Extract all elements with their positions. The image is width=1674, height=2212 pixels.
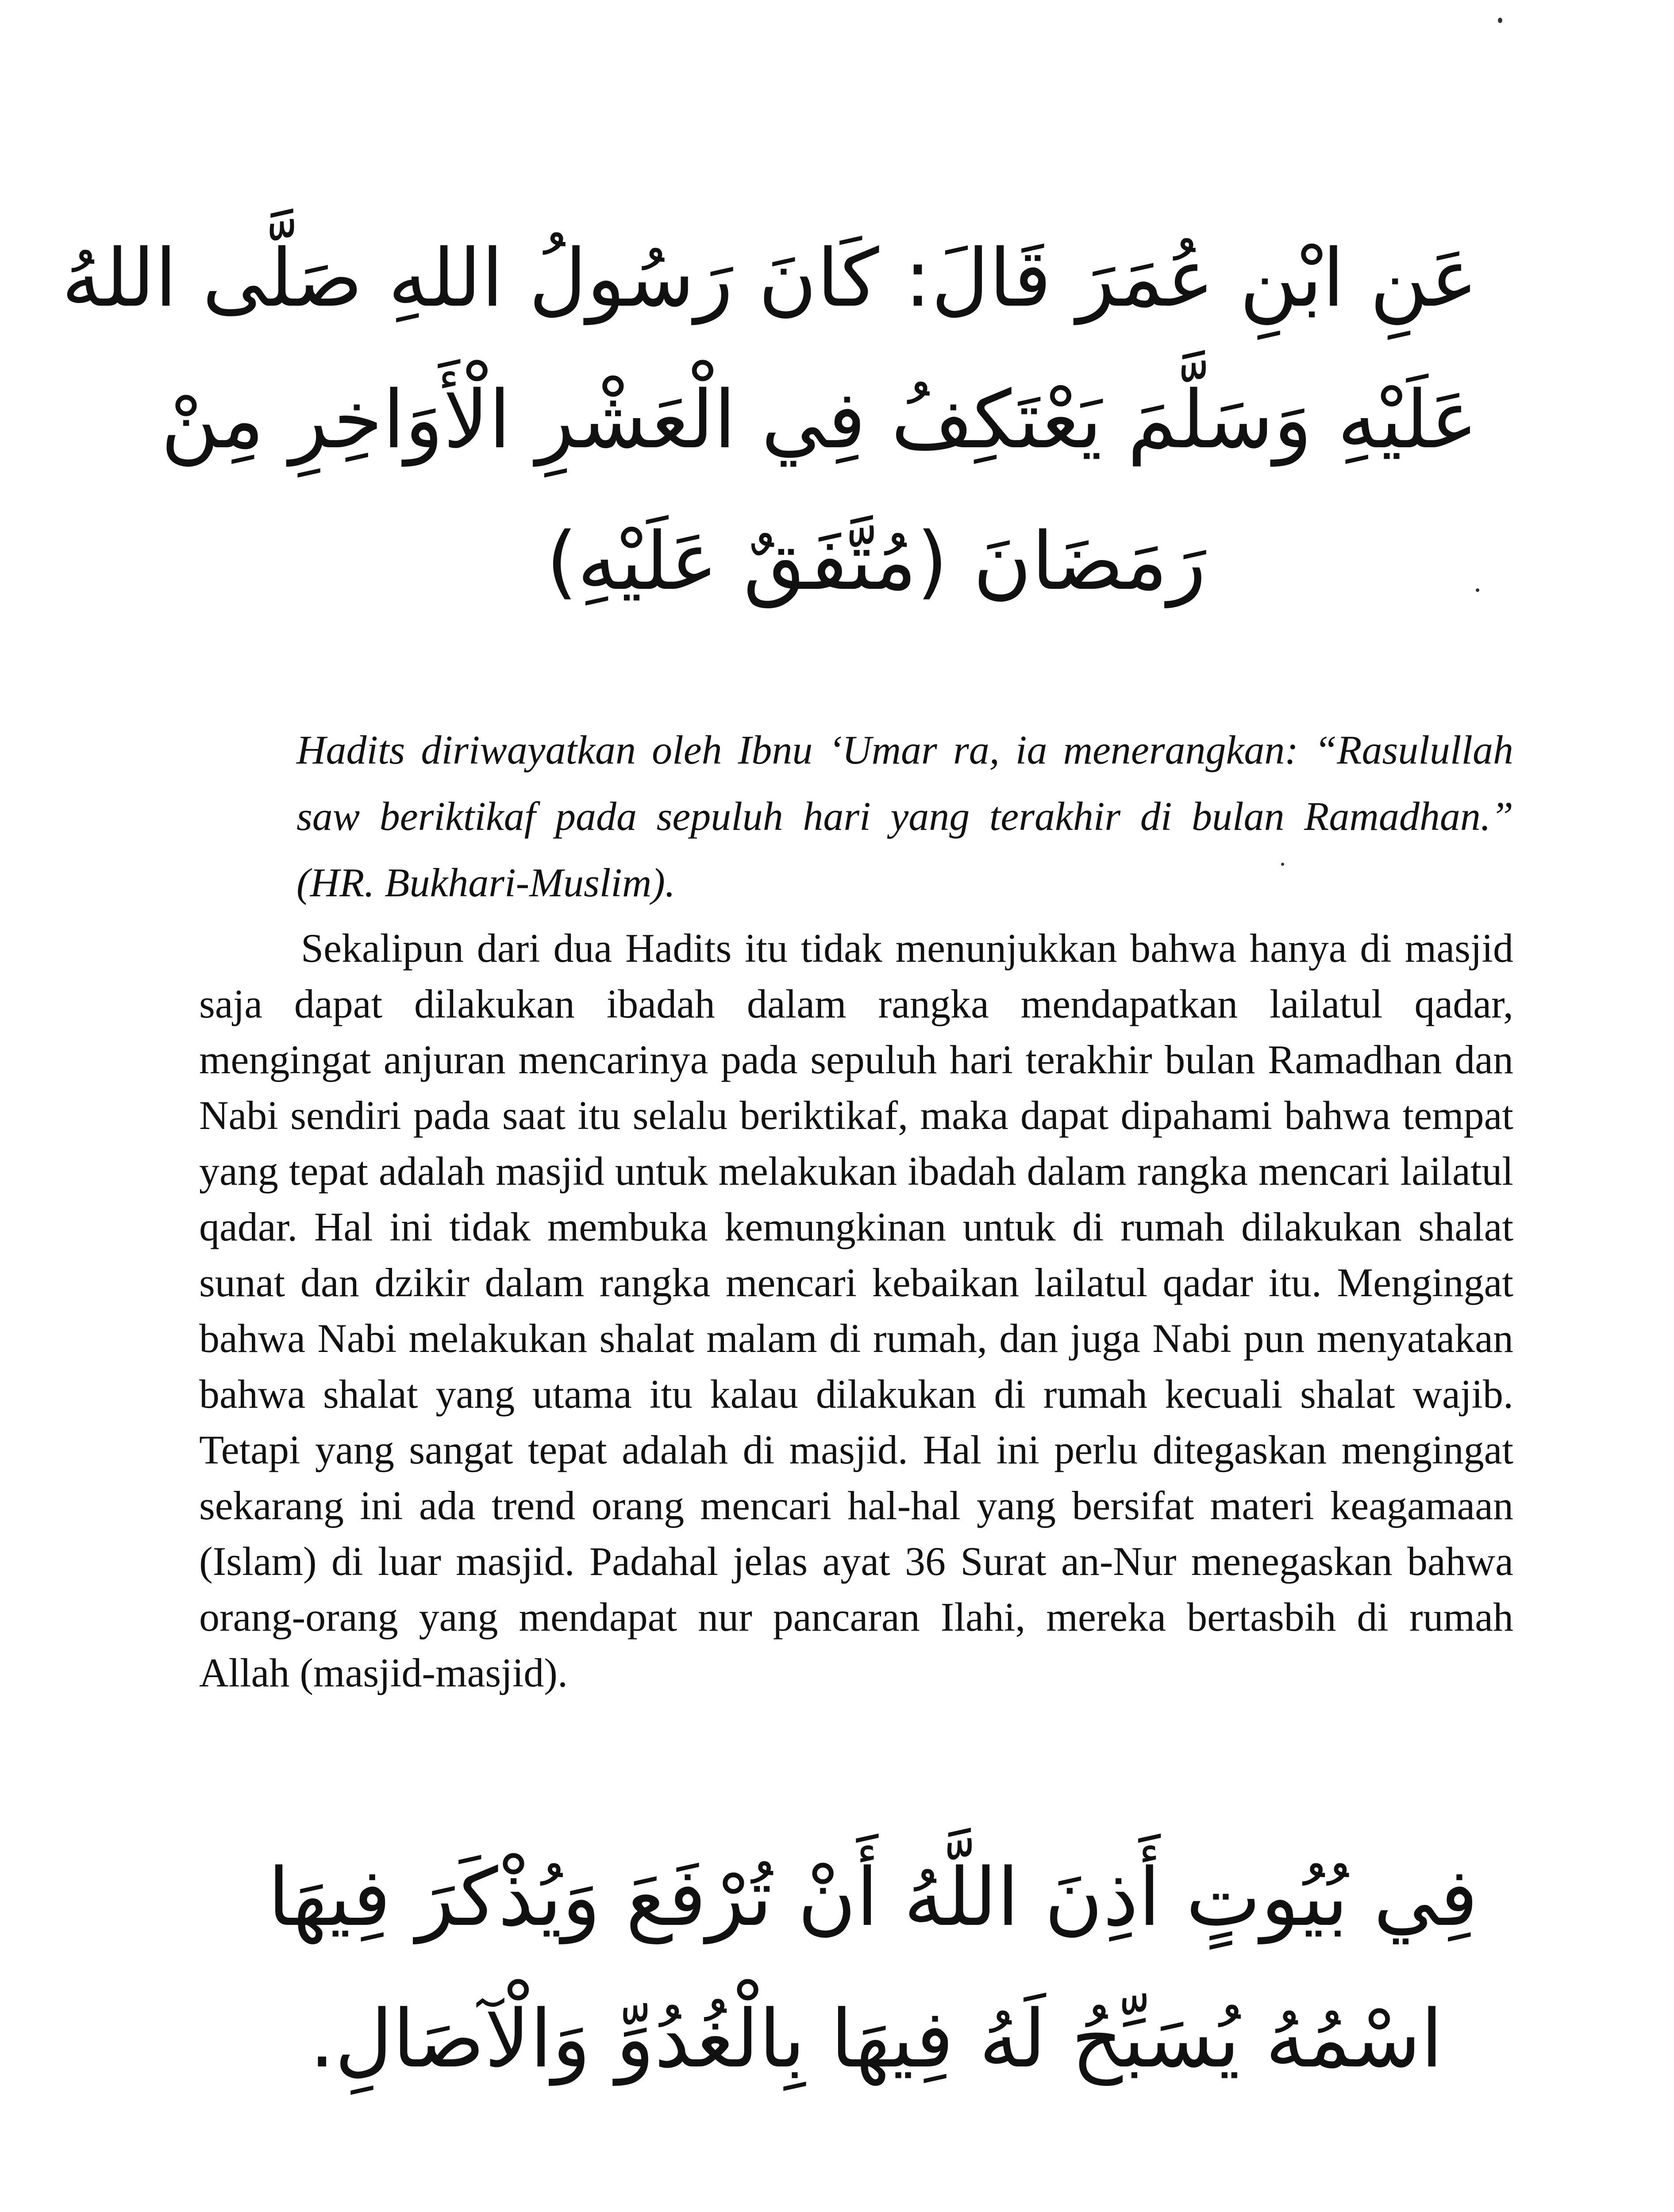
- scan-speck: [1281, 863, 1284, 866]
- scan-speck: [1476, 588, 1479, 592]
- arabic-ayah-line-2: اسْمُهُ يُسَبِّحُ لَهُ فِيهَا بِالْغُدُوِّ وَالْآصَالِ.: [309, 1993, 1443, 2085]
- arabic-hadith-line-2: عَلَيْهِ وَسَلَّمَ يَعْتَكِفُ فِي الْعَشْرِ الْأَوَاخِرِ مِنْ: [161, 374, 1478, 466]
- arabic-hadith-text: [62, 208, 1478, 633]
- body-paragraph: Sekalipun dari dua Hadits itu tidak menunjukkan bahwa hanya di masjid saja dapat dilakukan ibadah dalam rangka mendapatkan lailatul qadar, mengingat anjuran mencarinya pada sepuluh hari terakhir bulan Ramadhan dan Nabi sendiri pada saat itu selalu beriktikaf, maka dapat dipahami bahwa tempat yang tepat adalah masjid untuk melakukan ibadah dalam rangka mencari lailatul qadar. Hal ini tidak membuka kemungkinan untuk di rumah dilakukan shalat sunat dan dzikir dalam rangka mencari kebaikan lailatul qadar itu. Mengingat bahwa Nabi melakukan shalat malam di rumah, dan juga Nabi pun menyatakan bahwa shalat yang utama itu kalau dilakukan di rumah kecuali shalat wajib. Tetapi yang sangat tepat adalah di masjid. Hal ini perlu ditegaskan mengingat sekarang ini ada trend orang mencari hal-hal yang bersifat materi keagamaan (Islam) di luar masjid. Padahal jelas ayat 36 Surat an-Nur menegaskan bahwa orang-orang yang mendapat nur pancaran Ilahi, mereka bertasbih di rumah Allah (masjid-masjid).: [199, 926, 1513, 1695]
- arabic-hadith-line-3: رَمَضَانَ (مُتَّفَقٌ عَلَيْهِ): [546, 515, 1206, 608]
- hadith-translation: Hadits diriwayatkan oleh Ibnu ‘Umar ra, ia menerangkan: “Rasulullah saw beriktikaf pada sepuluh hari yang terakhir di bulan Ramadhan.” (HR. Bukhari-Muslim).: [296, 727, 1513, 905]
- scan-speck: [1498, 18, 1502, 23]
- arabic-ayah-line-1: فِي بُيُوتٍ أَذِنَ اللَّهُ أَنْ تُرْفَعَ وَيُذْكَرَ فِيهَا: [268, 1851, 1478, 1944]
- arabic-hadith-line-1: عَنِ ابْنِ عُمَرَ قَالَ: كَانَ رَسُولُ اللهِ صَلَّى اللهُ: [62, 232, 1478, 325]
- body-paragraph-container: [199, 920, 1513, 1701]
- arabic-ayah-text: [268, 1827, 1478, 2110]
